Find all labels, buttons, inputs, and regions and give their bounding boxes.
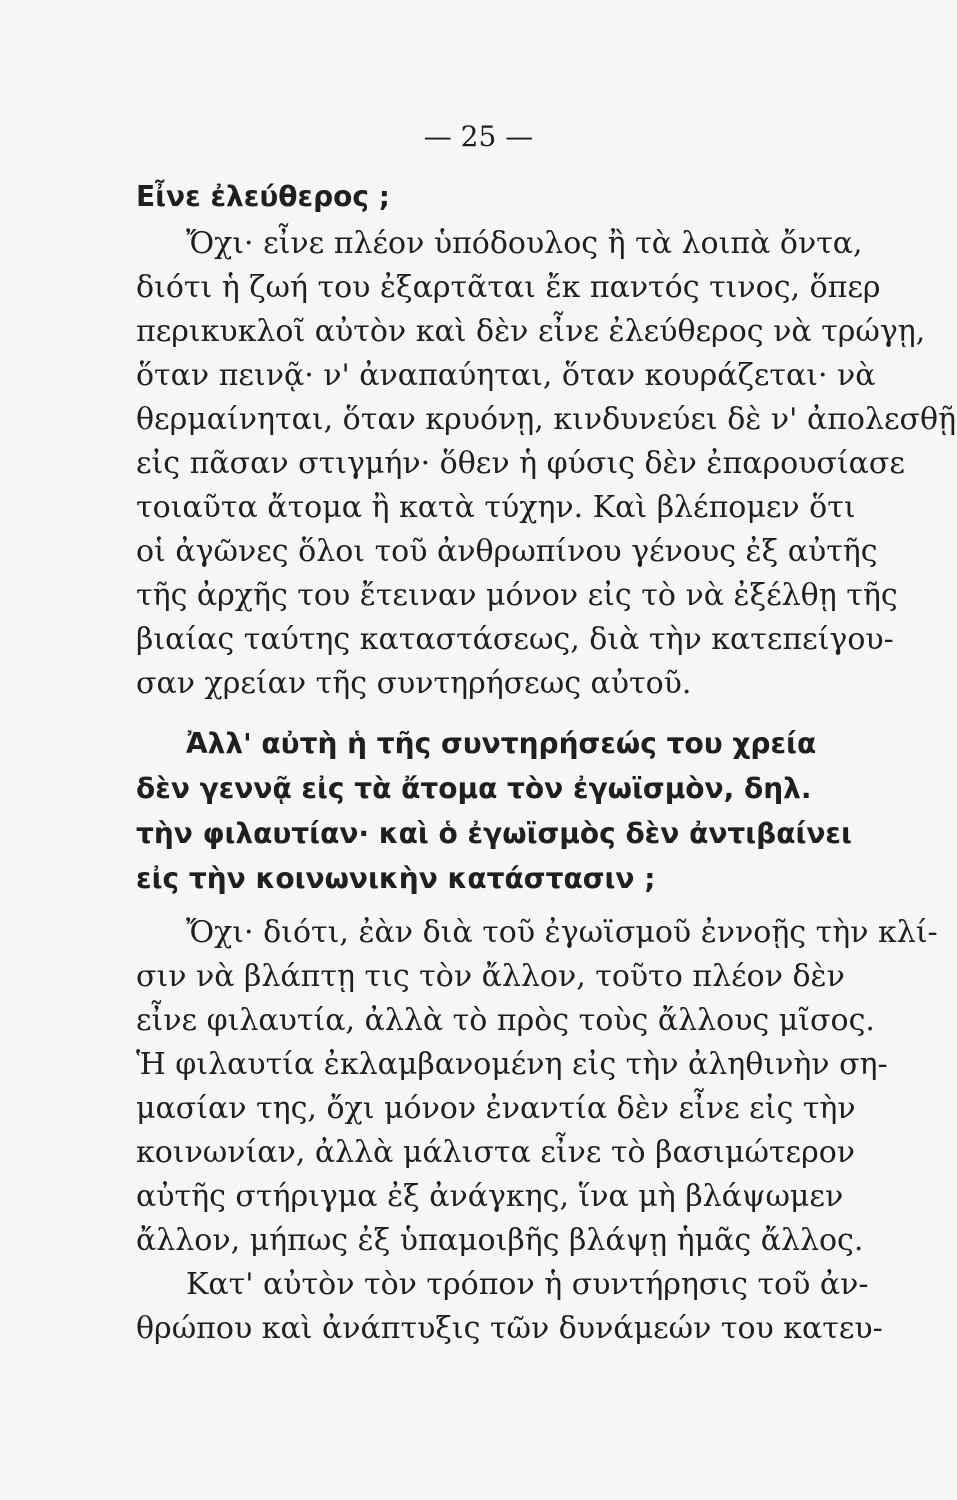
- text-line: σαν χρείαν τῆς συντηρήσεως αὐτοῦ.: [136, 666, 692, 701]
- text-line: οἱ ἀγῶνες ὅλοι τοῦ ἀνθρωπίνου γένους ἐξ αὐτῆς: [136, 534, 878, 569]
- text-line: εἰς πᾶσαν στιγμήν· ὅθεν ἡ φύσις δὲν ἐπαρουσίασε: [136, 446, 905, 481]
- text-line: σιν νὰ βλάπτῃ τις τὸν ἄλλον, τοῦτο πλέον δὲν: [136, 959, 845, 994]
- text-line: ὅταν πεινᾷ· ν' ἀναπαύηται, ὅταν κουράζεται· νὰ: [136, 358, 876, 393]
- text-line: κοινωνίαν, ἀλλὰ μάλιστα εἶνε τὸ βασιμώτερον: [136, 1135, 856, 1170]
- text-line: διότι ἡ ζωή του ἐξαρτᾶται ἔκ παντός τινος, ὅπερ: [136, 270, 881, 305]
- text-line: θερμαίνηται, ὅταν κρυόνῃ, κινδυνεύει δὲ ν' ἀπολεσθῇ: [136, 402, 957, 437]
- text-line: Ὄχι· εἶνε πλέον ὑπόδουλος ἢ τὰ λοιπὰ ὄντα,: [186, 226, 863, 261]
- text-line: Ἡ φιλαυτία ἐκλαμβανομένη εἰς τὴν ἀληθινὴν ση-: [136, 1047, 888, 1082]
- text-line: ἄλλον, μήπως ἐξ ὑπαμοιβῆς βλάψῃ ἡμᾶς ἄλλος.: [136, 1223, 864, 1258]
- text-line: Κατ' αὐτὸν τὸν τρόπον ἡ συντήρησις τοῦ ἀν-: [186, 1267, 869, 1302]
- text-line: τοιαῦτα ἄτομα ἢ κατὰ τύχην. Καὶ βλέπομεν ὅτι: [136, 490, 856, 525]
- text-line: μασίαν της, ὄχι μόνον ἐναντία δὲν εἶνε εἰς τὴν: [136, 1091, 856, 1126]
- text-line: τῆς ἀρχῆς του ἔτειναν μόνον εἰς τὸ νὰ ἐξέλθῃ τῆς: [136, 578, 898, 613]
- question-heading-2: τὴν φιλαυτίαν· καὶ ὁ ἐγωϊσμὸς δὲν ἀντιβαίνει: [136, 817, 852, 850]
- question-heading-2: Ἀλλ' αὐτὴ ἡ τῆς συντηρήσεώς του χρεία: [186, 727, 817, 760]
- text-line: βιαίας ταύτης καταστάσεως, διὰ τὴν κατεπείγου-: [136, 622, 894, 657]
- question-heading-1: Εἶνε ἐλεύθερος ;: [136, 180, 390, 213]
- question-heading-2: δὲν γεννᾷ εἰς τὰ ἄτομα τὸν ἐγωϊσμὸν, δηλ.: [136, 772, 812, 805]
- question-heading-2: εἰς τὴν κοινωνικὴν κατάστασιν ;: [136, 862, 656, 895]
- text-line: θρώπου καὶ ἀνάπτυξις τῶν δυνάμεών του κατευ-: [136, 1311, 883, 1346]
- text-line: περικυκλοῖ αὐτὸν καὶ δὲν εἶνε ἐλεύθερος νὰ τρώγῃ,: [136, 314, 926, 349]
- page-number: — 25 —: [423, 120, 534, 153]
- text-line: εἶνε φιλαυτία, ἀλλὰ τὸ πρὸς τοὺς ἄλλους μῖσος.: [136, 1003, 875, 1038]
- text-line: Ὄχι· διότι, ἐὰν διὰ τοῦ ἐγωϊσμοῦ ἐννοῇς τὴν κλί-: [186, 915, 938, 950]
- text-line: αὐτῆς στήριγμα ἐξ ἀνάγκης, ἵνα μὴ βλάψωμεν: [136, 1179, 844, 1214]
